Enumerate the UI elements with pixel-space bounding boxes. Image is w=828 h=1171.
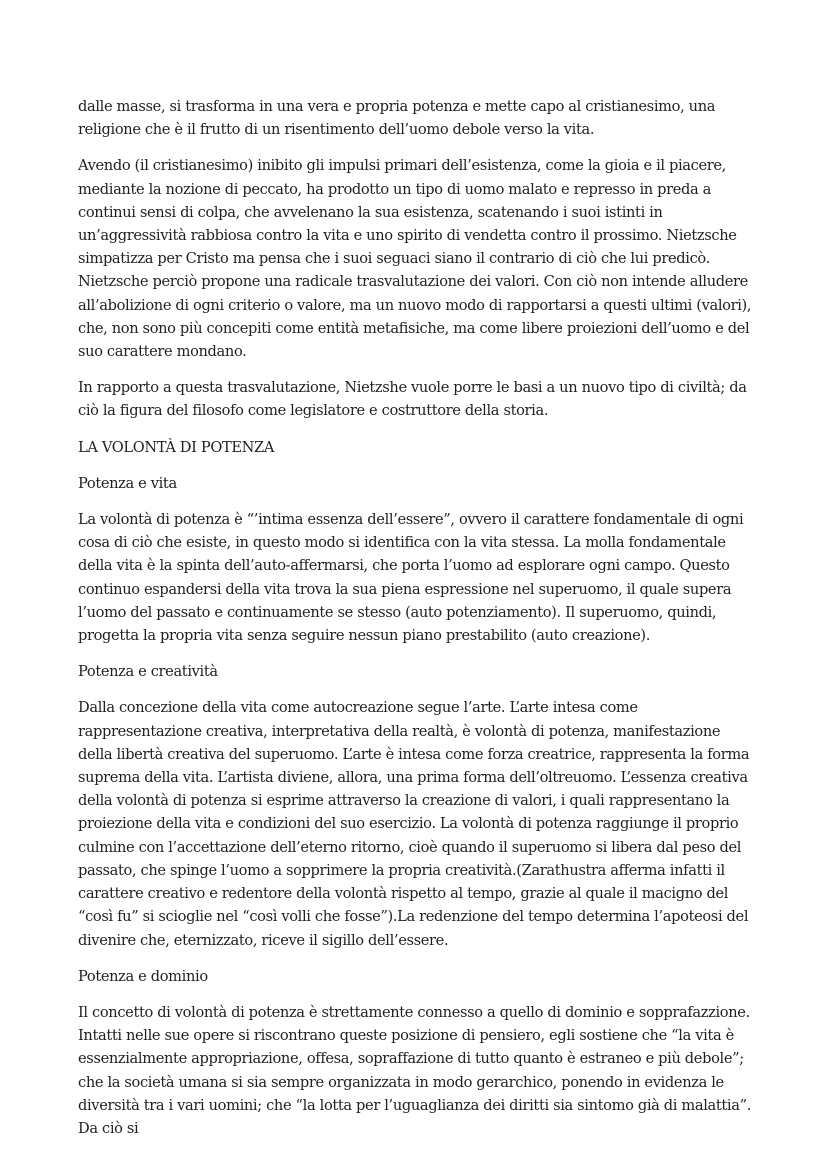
paragraph-potenza-dominio: Il concetto di volontà di potenza è strettamente connesso a quello di dominio e sopprafazzione. Intatti nelle sue opere si riscontrano queste posizione di pensiero, egli sostiene che “la vita è essenzialmente appropriazione, offesa, sopraffazione di tutto quanto è estraneo e più debole”; che la società umana si sia sempre organizzata in modo gerarchico, ponendo in evidenza le diversità tra i vari uomini; che “la lotta per l’uguaglianza dei diritti sia sintomo già di malattia”. Da ciò si	[78, 1003, 751, 1137]
subheading-potenza-vita: Potenza e vita	[78, 474, 177, 492]
document-body	[78, 95, 758, 1153]
paragraph-cristianesimo-effetti: Avendo (il cristianesimo) inibito gli impulsi primari dell’esistenza, come la gioia e il piacere, mediante la nozione di peccato, ha prodotto un tipo di uomo malato e represso in preda a continui sensi di colpa, che avvelenano la sua esistenza, scatenando i suoi istinti in un’aggressività rabbiosa contro la vita e uno spirito di vendetta contro il prossimo. Nietzsche simpatizza per Cristo ma pensa che i suoi seguaci siano il contrario di ciò che lui predicò. Nietzsche perciò propone una radicale trasvalutazione dei valori. Con ciò non intende alludere all’abolizione di ogni criterio o valore, ma un nuovo modo di rapportarsi a questi ultimi (valori), che, non sono più concepiti come entità metafisiche, ma come libere proiezioni dell’uomo e del suo carattere mondano.	[78, 157, 752, 361]
paragraph-potenza-vita: La volontà di potenza è “’intima essenza dell’essere”, ovvero il carattere fondamentale di ogni cosa di ciò che esiste, in questo modo si identifica con la vita stessa. La molla fondamentale della vita è la spinta dell’auto-affermarsi, che porta l’uomo ad esplorare ogni campo. Questo continuo espandersi della vita trova la sua piena espressione nel superuomo, il quale supera l’uomo del passato e continuamente se stesso (auto potenziamento). Il superuomo, quindi, progetta la propria vita senza seguire nessun piano prestabilito (auto creazione).	[78, 511, 744, 645]
section-title: LA VOLONTÀ DI POTENZA	[78, 438, 275, 456]
subheading-potenza-creativita: Potenza e creatività	[78, 663, 218, 681]
paragraph-potenza-creativita: Dalla concezione della vita come autocreazione segue l’arte. L’arte intesa come rappresentazione creativa, interpretativa della realtà, è volontà di potenza, manifestazione della libertà creativa del superuomo. L’arte è intesa come forza creatrice, rappresenta la forma suprema della vita. L’artista diviene, allora, una prima forma dell’oltreuomo. L’essenza creativa della volontà di potenza si esprime attraverso la creazione di valori, i quali rappresentano la proiezione della vita e condizioni del suo esercizio. La volontà di potenza raggiunge il proprio culmine con l’accettazione dell’eterno ritorno, cioè quando il superuomo si libera dal peso del passato, che spinge l’uomo a sopprimere la propria creatività.(Zarathustra afferma infatti il carattere creativo e redentore della volontà rispetto al tempo, grazie al quale il macigno del “così fu” si scioglie nel “così volli che fosse”).La redenzione del tempo determina l’apoteosi del divenire che, eternizzato, riceve il sigillo dell’essere.	[78, 699, 750, 949]
paragraph-cristianesimo-intro: dalle masse, si trasforma in una vera e propria potenza e mette capo al cristianesimo, una religione che è il frutto di un risentimento dell’uomo debole verso la vita.	[78, 98, 716, 139]
paragraph-trasvalutazione: In rapporto a questa trasvalutazione, Nietzshe vuole porre le basi a un nuovo tipo di civiltà; da ciò la figura del filosofo come legislatore e costruttore della storia.	[78, 379, 747, 420]
subheading-potenza-dominio: Potenza e dominio	[78, 967, 208, 985]
